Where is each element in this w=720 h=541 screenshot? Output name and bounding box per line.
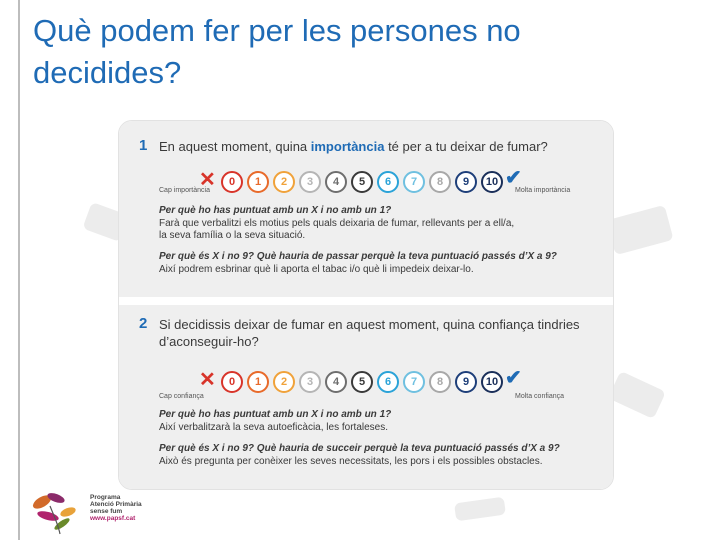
slide-title bbox=[33, 10, 720, 94]
question-text: Si decidissis deixar de fumar en aquest moment, quina confiança tindries bbox=[159, 317, 580, 332]
confidence-question bbox=[159, 316, 599, 350]
scale-option[interactable]: 2 bbox=[273, 371, 295, 393]
background-shape bbox=[608, 371, 666, 419]
scale-option[interactable]: 7 bbox=[403, 371, 425, 393]
logo-line: Atenció Primària bbox=[90, 501, 142, 508]
follow-up-explanation: Això és pregunta per conèixer les seves necessitats, les pors i els possibles obstacles. bbox=[159, 456, 543, 467]
logo-url: www.papsf.cat bbox=[90, 515, 136, 522]
background-shape bbox=[606, 205, 673, 255]
checkmark-icon: ✔ bbox=[505, 167, 522, 189]
scale-option[interactable]: 10 bbox=[481, 171, 503, 193]
slide-left-rule bbox=[18, 0, 20, 540]
confidence-scale bbox=[199, 367, 559, 393]
scale-option[interactable]: 6 bbox=[377, 171, 399, 193]
scale-option[interactable]: 4 bbox=[325, 371, 347, 393]
scale-option[interactable]: 5 bbox=[351, 371, 373, 393]
x-mark-icon: ✕ bbox=[199, 169, 216, 191]
slide-title-line-2: decidides? bbox=[33, 55, 182, 90]
logo-line: sense fum bbox=[90, 508, 123, 515]
section-number: 1 bbox=[139, 137, 148, 154]
question-highlight: importància bbox=[310, 139, 385, 154]
scale-low-label: Cap importància bbox=[159, 187, 210, 194]
follow-up-explanation: la seva família o la seva situació. bbox=[159, 230, 306, 241]
scale-option[interactable]: 9 bbox=[455, 171, 477, 193]
scale-option[interactable]: 1 bbox=[247, 171, 269, 193]
scale-option[interactable]: 3 bbox=[299, 371, 321, 393]
scale-option[interactable]: 5 bbox=[351, 171, 373, 193]
questionnaire-card bbox=[118, 120, 614, 490]
follow-up-explanation: Així verbalitzarà la seva autoeficàcia, les fortaleses. bbox=[159, 422, 388, 433]
follow-up-explanation: Així podrem esbrinar què li aporta el tabac i/o què li impedeix deixar-lo. bbox=[159, 264, 474, 275]
scale-option[interactable]: 7 bbox=[403, 171, 425, 193]
question-text: En aquest moment, quina bbox=[159, 139, 311, 154]
scale-option[interactable]: 8 bbox=[429, 171, 451, 193]
scale-option[interactable]: 0 bbox=[221, 171, 243, 193]
follow-up-explanation: Farà que verbalitzi els motius pels quals deixaria de fumar, rellevants per a ell/a, bbox=[159, 218, 515, 229]
importance-question bbox=[159, 138, 599, 155]
scale-option[interactable]: 10 bbox=[481, 371, 503, 393]
scale-option[interactable]: 9 bbox=[455, 371, 477, 393]
scale-option[interactable]: 8 bbox=[429, 371, 451, 393]
scale-option[interactable]: 3 bbox=[299, 171, 321, 193]
program-logo bbox=[28, 486, 168, 538]
logo-line: Programa bbox=[90, 494, 121, 501]
scale-option[interactable]: 2 bbox=[273, 171, 295, 193]
scale-option[interactable]: 4 bbox=[325, 171, 347, 193]
question-text: d’aconseguir-ho? bbox=[159, 334, 259, 349]
section-confidence bbox=[119, 305, 613, 489]
section-importance bbox=[119, 121, 613, 297]
follow-up-question: Per què ho has puntuat amb un X i no amb un 1? bbox=[159, 205, 392, 216]
slide-title-line-1: Què podem fer per les persones no bbox=[33, 13, 521, 48]
scale-option[interactable]: 0 bbox=[221, 371, 243, 393]
x-mark-icon: ✕ bbox=[199, 369, 216, 391]
scale-option[interactable]: 6 bbox=[377, 371, 399, 393]
flower-logo-icon bbox=[28, 486, 88, 536]
question-text: té per a tu deixar de fumar? bbox=[384, 139, 548, 154]
scale-option[interactable]: 1 bbox=[247, 371, 269, 393]
background-shape bbox=[454, 497, 506, 522]
scale-low-label: Cap confiança bbox=[159, 393, 204, 400]
follow-up-question: Per què és X i no 9? Què hauria de passar perquè la teva puntuació passés d’X a 9? bbox=[159, 251, 557, 262]
scale-high-label: Molta confiança bbox=[515, 393, 565, 400]
follow-up-question: Per què és X i no 9? Què hauria de succeir perquè la teva puntuació passés d’X a 9? bbox=[159, 443, 560, 454]
importance-scale bbox=[199, 167, 559, 193]
scale-high-label: Molta importància bbox=[515, 187, 571, 194]
section-number: 2 bbox=[139, 315, 148, 332]
logo-text bbox=[90, 494, 142, 522]
checkmark-icon: ✔ bbox=[505, 367, 522, 389]
follow-up-question: Per què ho has puntuat amb un X i no amb un 1? bbox=[159, 409, 392, 420]
